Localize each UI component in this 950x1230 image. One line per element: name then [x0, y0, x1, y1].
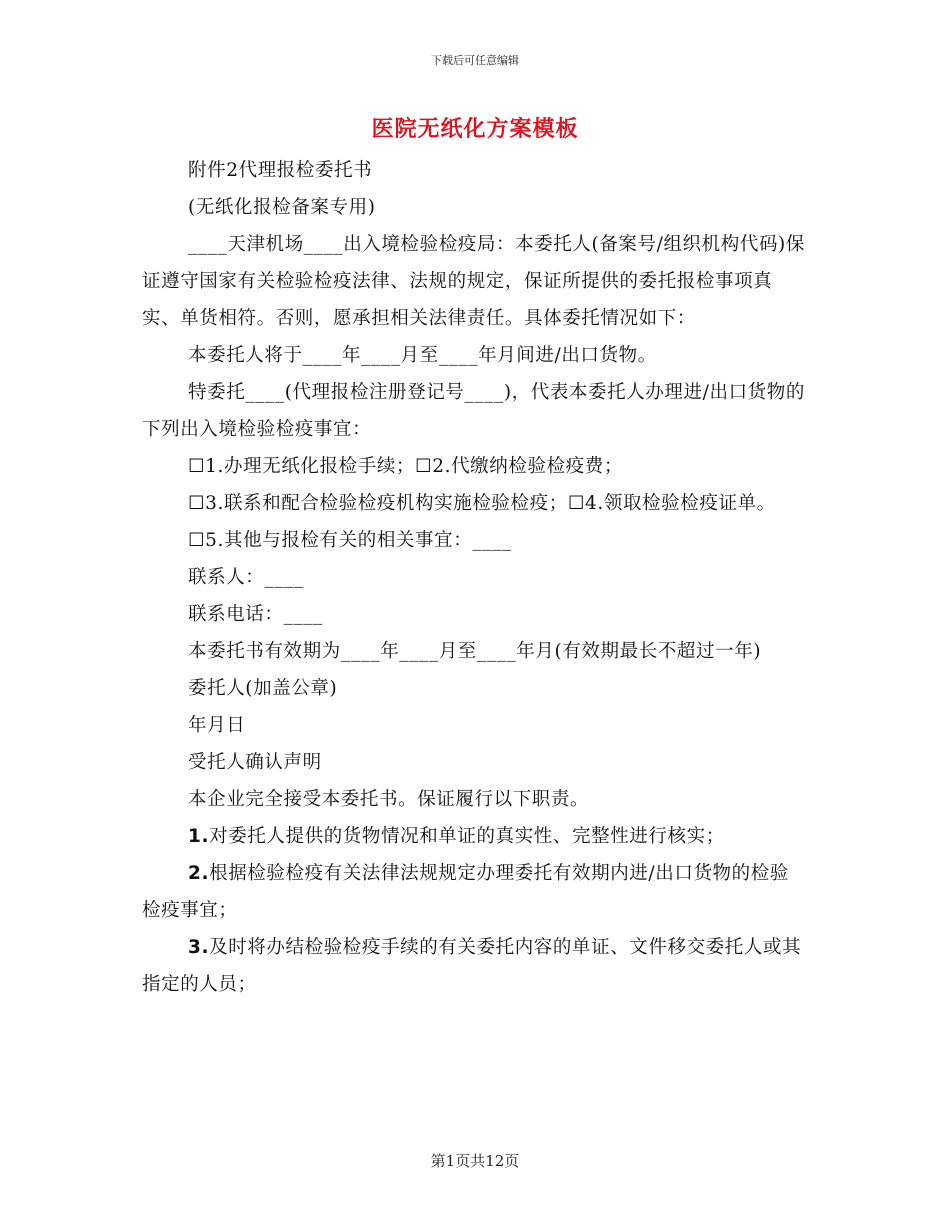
paragraph-phone: 联系电话：____ [188, 604, 323, 625]
duty-text: 对委托人提供的货物情况和单证的真实性、完整性进行核实； [209, 826, 725, 847]
header-note: 下载后可任意编辑 [431, 54, 519, 67]
paragraph-date: 年月日 [188, 715, 246, 736]
document-title: 医院无纸化方案模板 [371, 117, 579, 142]
duty-number: 3. [188, 937, 210, 958]
paragraph-agent: 特委托____(代理报检注册登记号____)，代表本委托人办理进/出口货物的下列出入境检验检疫事宜： [142, 382, 805, 440]
paragraph-validity: 本委托书有效期为____年____月至____年月(有效期最长不超过一年) [188, 641, 762, 662]
paragraph-options-3-4: ☐3.联系和配合检验检疫机构实施检验检疫；☐4.领取检验检疫证单。 [188, 493, 776, 514]
duty-item [142, 929, 807, 1003]
duty-item [142, 818, 807, 855]
paragraph-agent-statement-heading: 受托人确认声明 [188, 752, 322, 773]
paragraph-attachment: 附件2代理报检委托书 [188, 160, 373, 181]
paragraph-options-1-2: ☐1.办理无纸化报检手续；☐2.代缴纳检验检疫费； [188, 456, 623, 477]
duty-text: 及时将办结检验检疫手续的有关委托内容的单证、文件移交委托人或其指定的人员； [142, 937, 802, 995]
paragraph-subtitle: (无纸化报检备案专用) [188, 197, 376, 218]
duty-item [142, 855, 807, 929]
paragraph-acceptance: 本企业完全接受本委托书。保证履行以下职责。 [188, 789, 590, 810]
paragraph-option-5: ☐5.其他与报检有关的相关事宜：____ [188, 530, 512, 551]
paragraph-period: 本委托人将于____年____月至____年月间进/出口货物。 [188, 345, 657, 366]
duty-number: 2. [188, 863, 210, 884]
paragraph-intro: ____天津机场____出入境检验检疫局：本委托人(备案号/组织机构代码)保证遵守国家有关检验检疫法律、法规的规定，保证所提供的委托报检事项真实、单货相符。否则，愿承担相关法律责任。具体委托情况如下： [142, 234, 805, 329]
paragraph-principal-seal: 委托人(加盖公章) [188, 678, 338, 699]
paragraph-contact: 联系人：____ [188, 567, 304, 588]
page-footer: 第1页共12页 [430, 1152, 520, 1170]
duty-number: 1. [188, 826, 210, 847]
document-body [142, 152, 807, 1003]
duty-text: 根据检验检疫有关法律法规规定办理委托有效期内进/出口货物的检验检疫事宜； [142, 863, 789, 921]
